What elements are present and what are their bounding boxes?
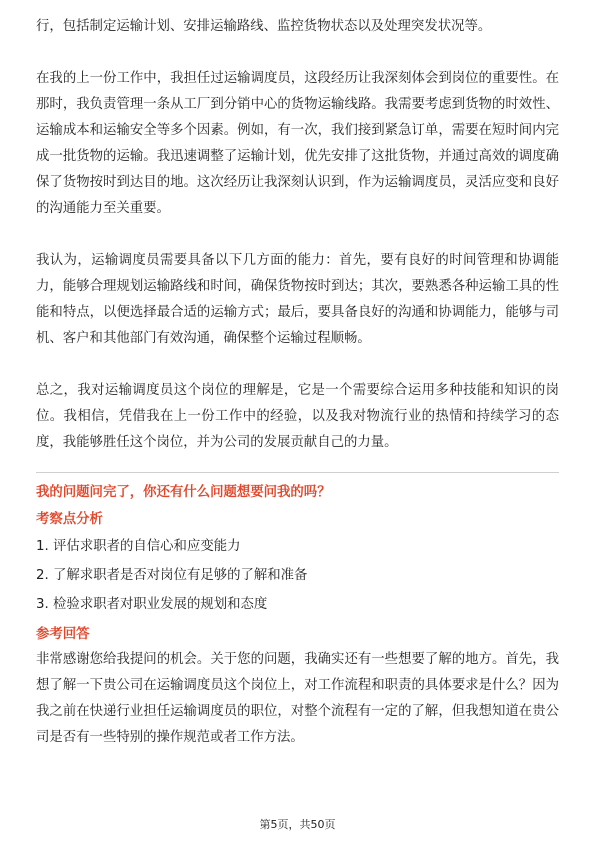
analysis-heading: 考察点分析	[36, 512, 103, 527]
reference-answer-text: 非常感谢您给我提问的机会。关于您的问题，我确实还有一些想要了解的地方。首先，我想了解一下贵公司在运输调度员这个岗位上，对工作流程和职责的具体要求是什么？因为我之前在快递行业担任运输调度员的职位，对整个流程有一定的了解，但我想知道在贵公司是否有一些特别的操作规范或者工作方法。	[36, 652, 559, 745]
paragraph-gap	[36, 352, 559, 378]
paragraph-gap	[36, 222, 559, 248]
analysis-point: 1. 评估求职者的自信心和应变能力	[36, 539, 241, 554]
paragraph-intro-tail: 行，包括制定运输计划、安排运输路线、监控货物状态以及处理突发状况等。	[36, 19, 492, 34]
interview-question: 我的问题问完了，你还有什么问题想要问我的吗？	[36, 485, 331, 500]
paragraph-summary: 总之，我对运输调度员这个岗位的理解是，它是一个需要综合运用多种技能和知识的岗位。我相信，凭借我在上一份工作中的经验，以及我对物流行业的热情和持续学习的态度，我能够胜任这个岗位，并为公司的发展贡献自己的力量。	[36, 383, 559, 450]
paragraph-experience: 在我的上一份工作中，我担任过运输调度员，这段经历让我深刻体会到岗位的重要性。在那时，我负责管理一条从工厂到分销中心的货物运输线路。我需要考虑到货物的时效性、运输成本和运输安全等多个因素。例如，有一次，我们接到紧急订单，需要在短时间内完成一批货物的运输。我迅速调整了运输计划，优先安排了这批货物，并通过高效的调度确保了货物按时到达目的地。这次经历让我深刻认识到，作为运输调度员，灵活应变和良好的沟通能力至关重要。	[36, 71, 559, 216]
page-number-footer: 第5页，共50页	[259, 818, 336, 831]
document-page	[36, 14, 559, 751]
reference-answer-heading: 参考回答	[36, 627, 90, 642]
analysis-point: 2. 了解求职者是否对岗位有足够的了解和准备	[36, 568, 308, 583]
paragraph-abilities: 我认为，运输调度员需要具备以下几方面的能力：首先，要有良好的时间管理和协调能力，能够合理规划运输路线和时间，确保货物按时到达；其次，要熟悉各种运输工具的性能和特点，以便选择最合适的运输方式；最后，要具备良好的沟通和协调能力，能够与司机、客户和其他部门有效沟通，确保整个运输过程顺畅。	[36, 253, 559, 346]
analysis-point: 3. 检验求职者对职业发展的规划和态度	[36, 597, 268, 612]
section-divider	[36, 472, 559, 473]
paragraph-gap	[36, 40, 559, 66]
